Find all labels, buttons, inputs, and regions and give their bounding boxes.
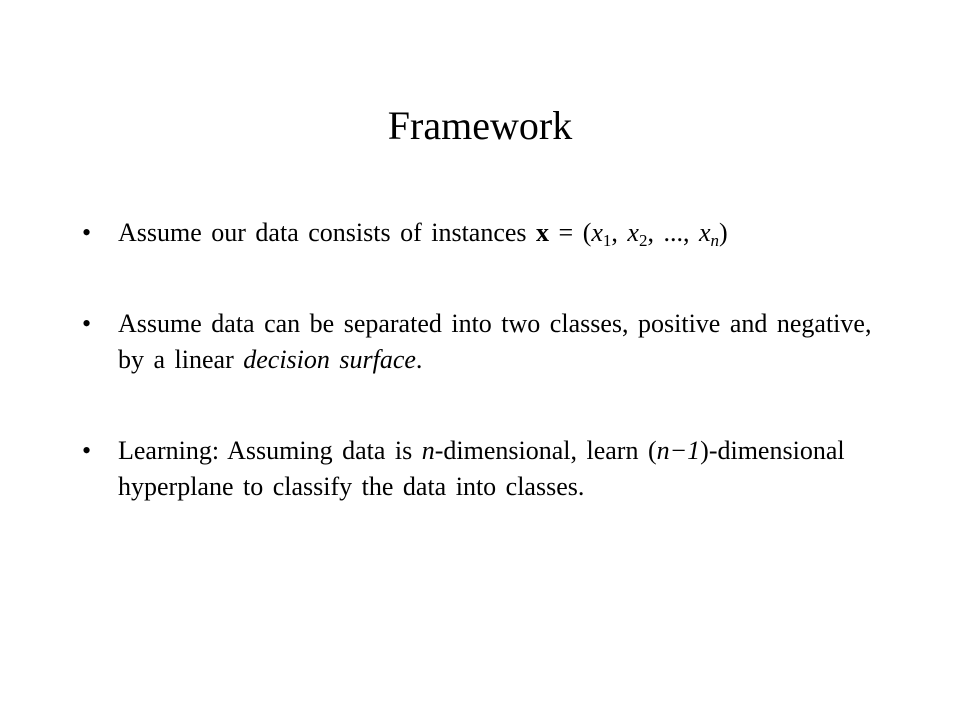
text-segment: x (698, 218, 711, 247)
text-segment: , (611, 218, 628, 247)
bullet-marker: • (82, 309, 92, 338)
text-segment: Assume data can be separated into two classes, positive and negative, by a linear (118, 309, 872, 374)
text-segment: 2 (638, 231, 648, 250)
text-segment: n (710, 231, 720, 250)
text-segment: ) (719, 218, 728, 247)
slide-title: Framework (387, 103, 573, 148)
bullet-text (118, 309, 871, 374)
bullet-item (82, 215, 882, 251)
bullet-item (82, 433, 882, 505)
bullet-marker: • (82, 218, 92, 247)
text-segment: , ..., (647, 218, 699, 247)
text-segment: x (627, 218, 639, 247)
text-segment: Learning: Assuming data is (118, 436, 422, 465)
text-segment: x (591, 218, 603, 247)
bullet-marker: • (82, 436, 92, 465)
bullet-text (118, 436, 845, 501)
text-segment: )-dimensional hyperplane to classify the data into classes. (118, 436, 845, 501)
text-segment: -dimensional, learn ( (434, 436, 657, 465)
text-segment: n−1 (656, 436, 701, 465)
text-segment: decision surface (243, 345, 416, 374)
text-segment: x (536, 218, 550, 247)
bullet-list (82, 215, 882, 505)
text-segment: Assume our data consists of instances (118, 218, 537, 247)
text-segment: n (421, 436, 435, 465)
bullet-text (118, 218, 728, 250)
bullet-item (82, 306, 882, 378)
text-segment: 1 (602, 231, 612, 250)
text-segment: = ( (549, 218, 592, 247)
text-segment: . (415, 345, 423, 374)
